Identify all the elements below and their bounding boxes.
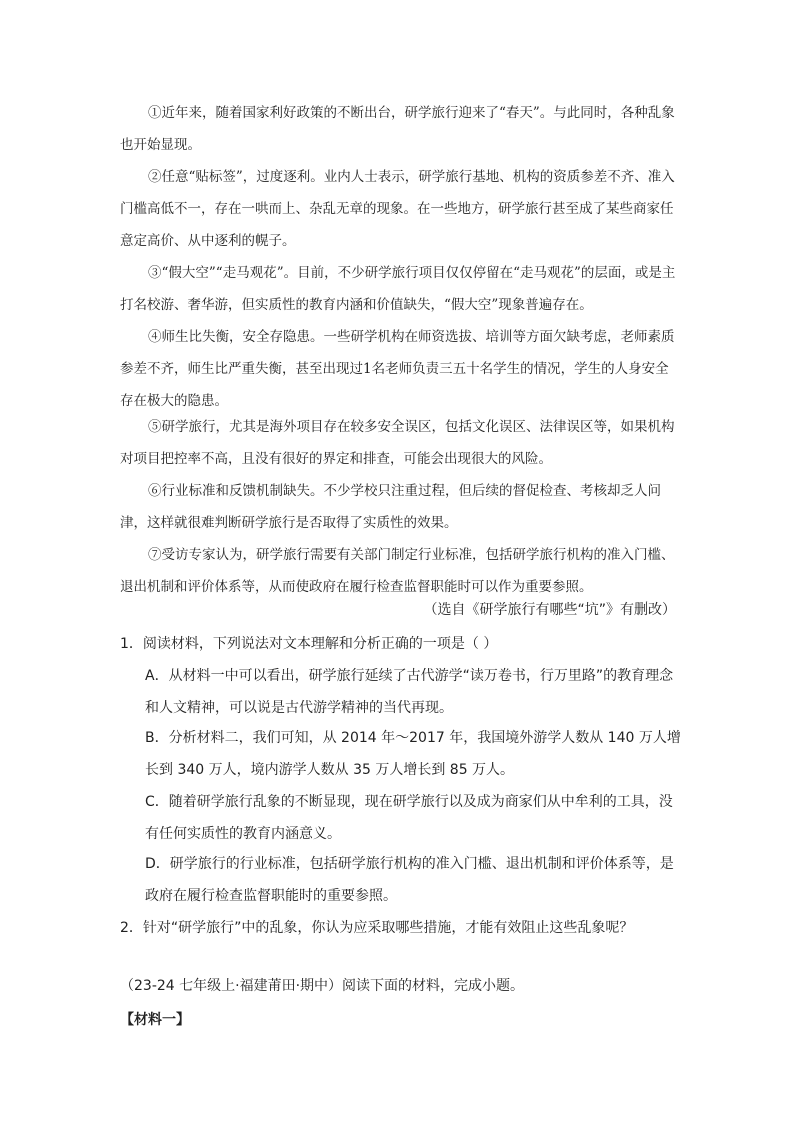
- material-paragraph-3: ③“假大空”“走马观花”。目前，不少研学旅行项目仅仅停留在“走马观花”的层面，或是主打名校游、奢华游，但实质性的教育内涵和价值缺失，“假大空”现象普遍存在。: [120, 265, 676, 313]
- question-2: 2．针对“研学旅行”中的乱象，你认为应采取哪些措施，才能有效阻止这些乱象呢？: [120, 920, 634, 936]
- question-1-stem: 1．阅读材料，下列说法对文本理解和分析正确的一项是（ ）: [120, 636, 498, 652]
- material-one-heading: 【材料一】: [120, 1012, 190, 1028]
- material-paragraph-4: ④师生比失衡，安全存隐患。一些研学机构在师资选拔、培训等方面欠缺考虑，老师素质参差不齐，师生比严重失衡，甚至出现过1名老师负责三五十名学生的情况，学生的人身安全存在极大的隐患。: [120, 329, 675, 409]
- next-section-intro: （23-24 七年级上·福建莆田·期中）阅读下面的材料，完成小题。: [120, 978, 525, 994]
- material-paragraph-1: ①近年来，随着国家利好政策的不断出台，研学旅行迎来了“春天”。与此同时，各种乱象也开始显现。: [120, 105, 675, 153]
- question-1-option-c[interactable]: C．随着研学旅行乱象的不断显现，现在研学旅行以及成为商家们从中牟利的工具，没有任何实质性的教育内涵意义。: [145, 794, 673, 842]
- material-paragraph-5: ⑤研学旅行，尤其是海外项目存在较多安全误区，包括文化误区、法律误区等，如果机构对项目把控率不高，且没有很好的界定和排查，可能会出现很大的风险。: [120, 419, 675, 467]
- source-note: （选自《研学旅行有哪些“坑”》有删改）: [423, 602, 676, 618]
- material-paragraph-2: ②任意“贴标签”，过度逐利。业内人士表示，研学旅行基地、机构的资质参差不齐、准入门槛高低不一，存在一哄而上、杂乱无章的现象。在一些地方，研学旅行甚至成了某些商家任意定高价、从中逐利的幌子。: [120, 169, 675, 249]
- question-1-option-d[interactable]: D．研学旅行的行业标准，包括研学旅行机构的准入门槛、退出机制和评价体系等，是政府在履行检查监督职能时的重要参照。: [145, 856, 674, 904]
- material-paragraph-6: ⑥行业标准和反馈机制缺失。不少学校只注重过程，但后续的督促检查、考核却乏人问津，这样就很难判断研学旅行是否取得了实质性的效果。: [120, 483, 661, 531]
- material-paragraph-7: ⑦受访专家认为，研学旅行需要有关部门制定行业标准，包括研学旅行机构的准入门槛、退出机制和评价体系等，从而使政府在履行检查监督职能时可以作为重要参照。: [120, 547, 675, 595]
- question-1-option-a[interactable]: A．从材料一中可以看出，研学旅行延续了古代游学“读万卷书，行万里路”的教育理念和人文精神，可以说是古代游学精神的当代再现。: [145, 668, 674, 716]
- question-1-option-b[interactable]: B．分析材料二，我们可知，从 2014 年～2017 年，我国境外游学人数从 140 万人增长到 340 万人，境内游学人数从 35 万人增长到 85 万人。: [145, 730, 681, 778]
